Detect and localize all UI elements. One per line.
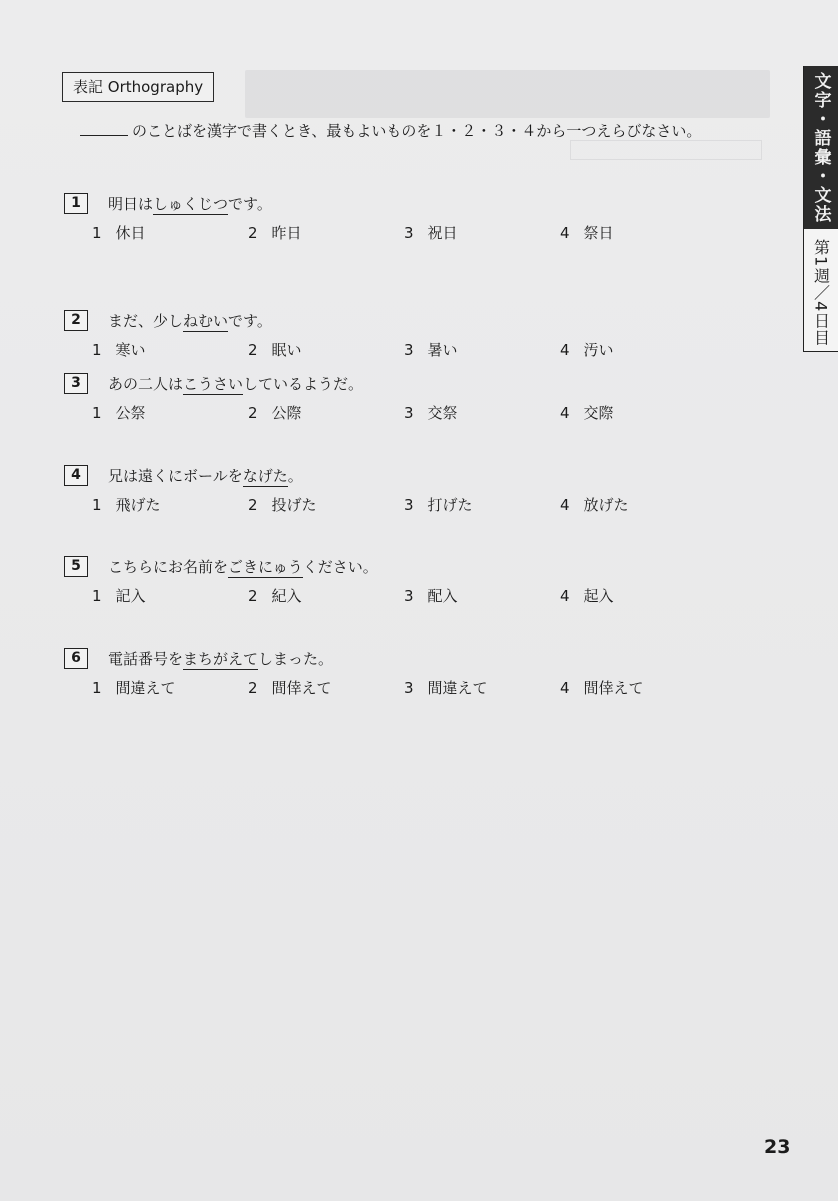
option-4[interactable]: 4 交際 [560, 404, 614, 422]
option-3[interactable]: 3 間違えて [404, 679, 488, 697]
option-1[interactable]: 1 寒い [92, 341, 146, 359]
question-number: 6 [64, 648, 88, 669]
section-label: 表記 Orthography [62, 72, 214, 102]
instruction-body: のことばを漢字で書くとき、最もよいものを１・２・３・４から一つえらびなさい。 [132, 122, 702, 140]
question-number: 4 [64, 465, 88, 486]
answer-options [64, 677, 764, 701]
option-4[interactable]: 4 間倖えて [560, 679, 644, 697]
option-2[interactable]: 2 投げた [248, 496, 317, 514]
option-4[interactable]: 4 祭日 [560, 224, 614, 242]
option-3[interactable]: 3 交祭 [404, 404, 458, 422]
option-4[interactable]: 4 放げた [560, 496, 629, 514]
instruction-blank [80, 121, 128, 136]
option-1[interactable]: 1 休日 [92, 224, 146, 242]
option-2[interactable]: 2 眠い [248, 341, 302, 359]
answer-options [64, 339, 764, 363]
underlined-word: ねむい [183, 311, 229, 330]
option-4[interactable]: 4 汚い [560, 341, 614, 359]
bleed-through-box [570, 140, 762, 160]
option-1[interactable]: 1 公祭 [92, 404, 146, 422]
question-number: 2 [64, 310, 88, 331]
question-stem: 明日はしゅくじつです。 [108, 194, 272, 213]
underlined-word: ごきにゅう [228, 557, 303, 576]
option-2[interactable]: 2 間倖えて [248, 679, 332, 697]
chapter-tab-title: 文字・語彙・文法 [804, 66, 838, 229]
option-2[interactable]: 2 紀入 [248, 587, 302, 605]
question-number: 1 [64, 193, 88, 214]
question-stem: 兄は遠くにボールをなげた。 [108, 466, 303, 485]
underlined-word: なげた [242, 466, 288, 485]
underlined-word: まちがえて [183, 649, 259, 668]
question-4 [64, 464, 764, 518]
question-number: 3 [64, 373, 88, 394]
instruction-text [80, 120, 701, 141]
option-3[interactable]: 3 暑い [404, 341, 458, 359]
answer-options [64, 494, 764, 518]
page-number: 23 [764, 1136, 791, 1158]
bleed-through-shading [245, 70, 770, 118]
question-stem: まだ、少しねむいです。 [108, 311, 272, 330]
answer-options [64, 402, 764, 426]
answer-options [64, 222, 764, 246]
option-3[interactable]: 3 配入 [404, 587, 458, 605]
question-stem: こちらにお名前をごきにゅうください。 [108, 557, 378, 576]
option-2[interactable]: 2 公際 [248, 404, 302, 422]
question-stem: 電話番号をまちがえてしまった。 [108, 649, 334, 668]
chapter-tab-subtitle: 第1週／4日目 [811, 239, 831, 347]
question-number: 5 [64, 556, 88, 577]
question-3 [64, 372, 764, 426]
underlined-word: こうさい [183, 374, 244, 393]
option-3[interactable]: 3 祝日 [404, 224, 458, 242]
answer-options [64, 585, 764, 609]
question-stem: あの二人はこうさいしているようだ。 [108, 374, 364, 393]
question-2 [64, 309, 764, 363]
option-3[interactable]: 3 打げた [404, 496, 473, 514]
question-1 [64, 192, 764, 246]
question-6 [64, 647, 764, 701]
option-1[interactable]: 1 間違えて [92, 679, 176, 697]
option-2[interactable]: 2 昨日 [248, 224, 302, 242]
option-1[interactable]: 1 記入 [92, 587, 146, 605]
option-1[interactable]: 1 飛げた [92, 496, 161, 514]
underlined-word: しゅくじつ [153, 194, 229, 213]
option-4[interactable]: 4 起入 [560, 587, 614, 605]
question-5 [64, 555, 764, 609]
